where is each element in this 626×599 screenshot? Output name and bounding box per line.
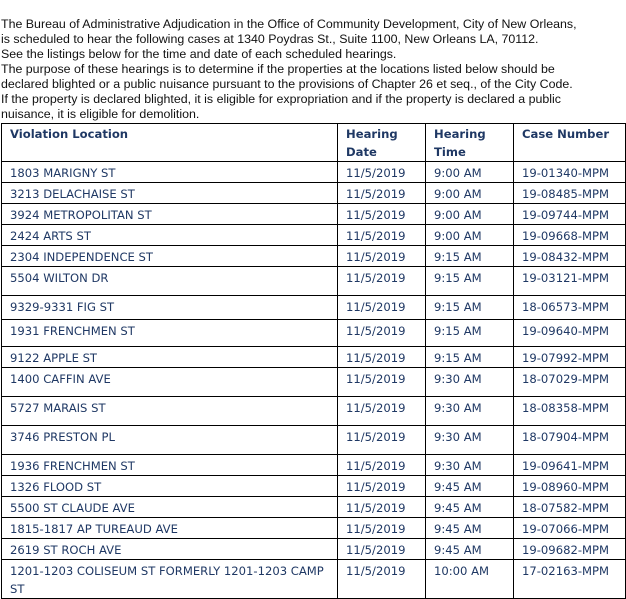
header-row xyxy=(2,124,626,162)
header-hearing-time: Hearing Time xyxy=(426,124,514,162)
cell-violation-location: 3924 METROPOLITAN ST xyxy=(2,204,338,225)
notice-line: is scheduled to hear the following cases at 1340 Poydras St., Suite 1100, New Orleans LA, 70112. xyxy=(1,32,539,46)
cell-violation-location: 3213 DELACHAISE ST xyxy=(2,183,338,204)
cell-hearing-time: 9:30 AM xyxy=(426,368,514,397)
cell-case-number: 19-08485-MPM xyxy=(514,183,626,204)
cell-case-number: 19-03121-MPM xyxy=(514,267,626,296)
cell-case-number: 19-07992-MPM xyxy=(514,347,626,368)
table-row xyxy=(2,455,626,476)
cell-case-number: 19-08960-MPM xyxy=(514,476,626,497)
cell-violation-location: 2304 INDEPENDENCE ST xyxy=(2,246,338,267)
cell-case-number: 18-07582-MPM xyxy=(514,497,626,518)
cell-hearing-date: 11/5/2019 xyxy=(338,183,426,204)
cell-hearing-date: 11/5/2019 xyxy=(338,455,426,476)
table-row xyxy=(2,320,626,347)
cell-hearing-time: 9:00 AM xyxy=(426,225,514,246)
cell-hearing-time: 9:15 AM xyxy=(426,347,514,368)
cell-violation-location: 1803 MARIGNY ST xyxy=(2,162,338,183)
notice-line: The purpose of these hearings is to determine if the properties at the locations listed below should be xyxy=(1,62,555,76)
hearing-notice xyxy=(1,17,625,122)
cell-violation-location: 9329-9331 FIG ST xyxy=(2,296,338,320)
table-row xyxy=(2,518,626,539)
cell-hearing-date: 11/5/2019 xyxy=(338,397,426,426)
cell-violation-location: 1931 FRENCHMEN ST xyxy=(2,320,338,347)
cell-hearing-time: 9:45 AM xyxy=(426,518,514,539)
cell-violation-location: 1936 FRENCHMEN ST xyxy=(2,455,338,476)
cell-hearing-date: 11/5/2019 xyxy=(338,560,426,599)
table-row xyxy=(2,296,626,320)
cell-violation-location: 9122 APPLE ST xyxy=(2,347,338,368)
cell-hearing-date: 11/5/2019 xyxy=(338,204,426,225)
notice-line: See the listings below for the time and date of each scheduled hearings. xyxy=(1,47,397,61)
cell-hearing-time: 9:15 AM xyxy=(426,246,514,267)
cell-hearing-time: 9:45 AM xyxy=(426,476,514,497)
cell-hearing-time: 9:15 AM xyxy=(426,320,514,347)
cell-hearing-time: 9:00 AM xyxy=(426,162,514,183)
cell-hearing-time: 9:00 AM xyxy=(426,183,514,204)
table-row xyxy=(2,497,626,518)
cell-violation-location: 1815-1817 AP TUREAUD AVE xyxy=(2,518,338,539)
cell-hearing-date: 11/5/2019 xyxy=(338,426,426,455)
cell-case-number: 18-08358-MPM xyxy=(514,397,626,426)
cell-case-number: 18-07029-MPM xyxy=(514,368,626,397)
table-row xyxy=(2,397,626,426)
cell-hearing-time: 10:00 AM xyxy=(426,560,514,599)
cell-violation-location: 5727 MARAIS ST xyxy=(2,397,338,426)
cell-case-number: 19-09682-MPM xyxy=(514,539,626,560)
table-row xyxy=(2,225,626,246)
cell-case-number: 19-07066-MPM xyxy=(514,518,626,539)
table-row xyxy=(2,539,626,560)
cell-case-number: 17-02163-MPM xyxy=(514,560,626,599)
cell-case-number: 19-09668-MPM xyxy=(514,225,626,246)
table-row xyxy=(2,183,626,204)
cell-violation-location: 5504 WILTON DR xyxy=(2,267,338,296)
notice-line: If the property is declared blighted, it is eligible for expropriation and if the property is declared a public xyxy=(1,92,561,106)
notice-line: The Bureau of Administrative Adjudication in the Office of Community Development, City of New Orleans, xyxy=(1,17,577,31)
cell-case-number: 18-07904-MPM xyxy=(514,426,626,455)
cell-case-number: 18-06573-MPM xyxy=(514,296,626,320)
cell-violation-location: 1201-1203 COLISEUM ST FORMERLY 1201-1203 CAMP ST xyxy=(2,560,338,599)
cell-case-number: 19-09640-MPM xyxy=(514,320,626,347)
table-row xyxy=(2,162,626,183)
cell-hearing-date: 11/5/2019 xyxy=(338,267,426,296)
cell-case-number: 19-09744-MPM xyxy=(514,204,626,225)
cell-violation-location: 1326 FLOOD ST xyxy=(2,476,338,497)
cell-hearing-date: 11/5/2019 xyxy=(338,347,426,368)
cell-hearing-date: 11/5/2019 xyxy=(338,246,426,267)
table-row xyxy=(2,426,626,455)
cell-hearing-time: 9:15 AM xyxy=(426,267,514,296)
cell-violation-location: 1400 CAFFIN AVE xyxy=(2,368,338,397)
cell-violation-location: 2424 ARTS ST xyxy=(2,225,338,246)
cell-hearing-date: 11/5/2019 xyxy=(338,368,426,397)
header-hearing-date: Hearing Date xyxy=(338,124,426,162)
cell-case-number: 19-09641-MPM xyxy=(514,455,626,476)
cell-hearing-time: 9:30 AM xyxy=(426,455,514,476)
cell-hearing-time: 9:30 AM xyxy=(426,426,514,455)
table-row xyxy=(2,204,626,225)
cell-hearing-date: 11/5/2019 xyxy=(338,320,426,347)
cell-hearing-time: 9:15 AM xyxy=(426,296,514,320)
cell-case-number: 19-08432-MPM xyxy=(514,246,626,267)
cell-case-number: 19-01340-MPM xyxy=(514,162,626,183)
table-row xyxy=(2,267,626,296)
table-row xyxy=(2,368,626,397)
notice-line: nuisance, it is eligible for demolition. xyxy=(1,107,200,121)
cell-hearing-date: 11/5/2019 xyxy=(338,296,426,320)
cell-hearing-time: 9:00 AM xyxy=(426,204,514,225)
cell-hearing-date: 11/5/2019 xyxy=(338,476,426,497)
cell-hearing-date: 11/5/2019 xyxy=(338,497,426,518)
cell-hearing-date: 11/5/2019 xyxy=(338,518,426,539)
header-case-number: Case Number xyxy=(514,124,626,162)
table-row xyxy=(2,246,626,267)
table-row xyxy=(2,560,626,599)
table-row xyxy=(2,476,626,497)
cell-violation-location: 3746 PRESTON PL xyxy=(2,426,338,455)
cell-hearing-date: 11/5/2019 xyxy=(338,162,426,183)
notice-line: declared blighted or a public nuisance pursuant to the provisions of Chapter 26 et seq., of the City Code. xyxy=(1,77,573,91)
cell-hearing-date: 11/5/2019 xyxy=(338,539,426,560)
cell-hearing-date: 11/5/2019 xyxy=(338,225,426,246)
header-violation-location: Violation Location xyxy=(2,124,338,162)
cell-hearing-time: 9:30 AM xyxy=(426,397,514,426)
cell-hearing-time: 9:45 AM xyxy=(426,539,514,560)
hearings-table xyxy=(1,123,626,599)
cell-violation-location: 5500 ST CLAUDE AVE xyxy=(2,497,338,518)
cell-hearing-time: 9:45 AM xyxy=(426,497,514,518)
cell-violation-location: 2619 ST ROCH AVE xyxy=(2,539,338,560)
table-row xyxy=(2,347,626,368)
